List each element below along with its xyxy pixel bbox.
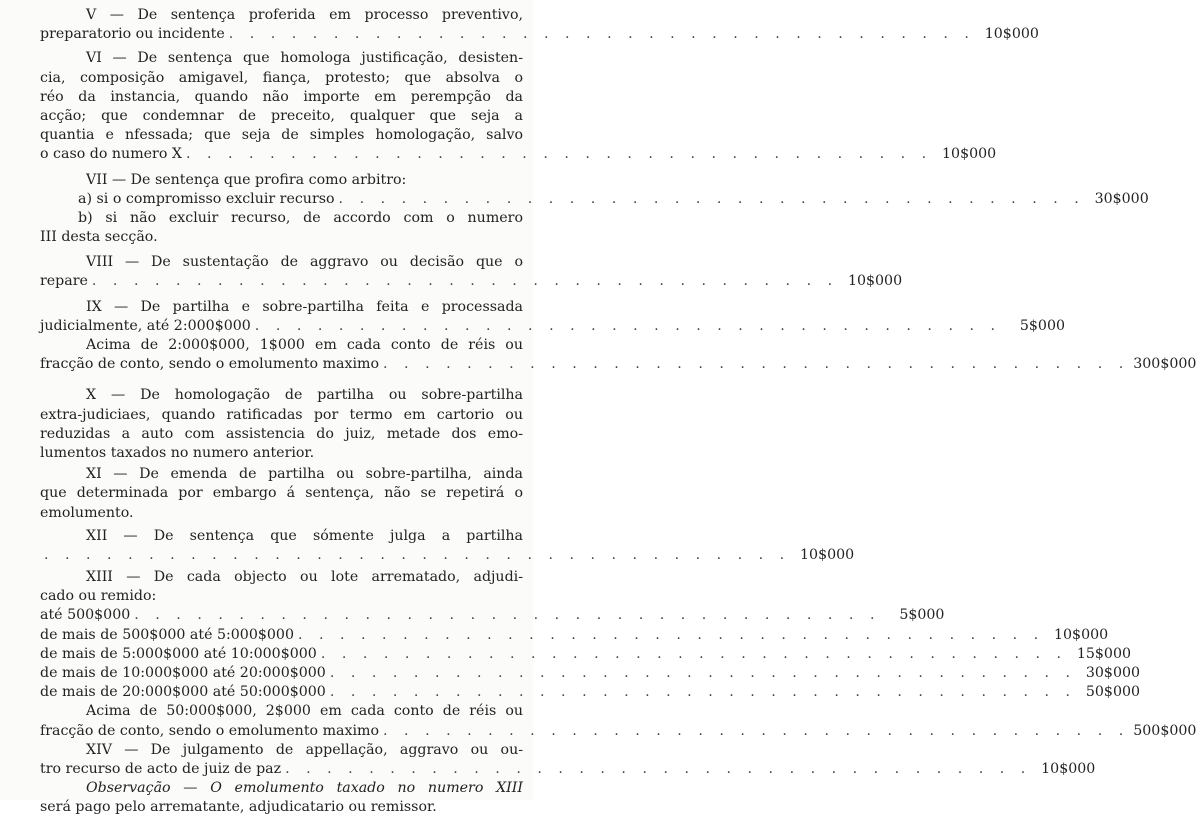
paragraph-xiii xyxy=(40,568,1196,741)
text-line: XIII — De cada objecto ou lote arrematado, adjudi- xyxy=(86,569,523,586)
text-line: V — De sentença proferida em processo preventivo, xyxy=(86,7,523,23)
dot-leader: . . . . . . . . . . . . . . . . . . . . . . . . . . . . . . . . . . . . xyxy=(285,760,1032,777)
line-text: de mais de 10:000$000 até 20:000$000 xyxy=(40,665,326,681)
text-line: reduzidas a auto com assistencia do juiz, metade dos emo- xyxy=(40,425,523,442)
dot-leader: . . . . . . . . . . . . . . . . . . . . . . . . . . . . . . . . . . . . xyxy=(329,665,1077,681)
text-line xyxy=(40,272,903,291)
dot-leader: . . . . . . . . . . . . . . . . . . . . . . . . . . . . . . . . . . . . xyxy=(185,146,933,163)
fee-value: 300$000 xyxy=(1133,356,1196,373)
fee-value: 10$000 xyxy=(942,146,997,163)
paragraph-x xyxy=(40,386,523,463)
paragraph-vi xyxy=(40,49,997,164)
text-line: IX — De partilha e sobre-partilha feita e processada xyxy=(86,298,523,315)
line-text: até 500$000 xyxy=(40,607,131,624)
text-line: extra-judiciaes, quando ratificadas por termo em cartorio ou xyxy=(40,406,523,423)
text-line: réo da instancia, quando não importe em perempção da xyxy=(40,88,523,105)
text-line: que determinada por embargo á sentença, não se repetirá o xyxy=(40,485,523,502)
text-line: XII — De sentença que sómente julga a partilha xyxy=(86,527,523,544)
text-line: b) si não excluir recurso, de accordo com o numero xyxy=(78,209,523,226)
dot-leader: . . . . . . . . . . . . . . . . . . . . . . . . . . . . . . . . . . . . xyxy=(44,546,791,563)
paragraph-vii xyxy=(40,171,1149,248)
text-line: XI — De emenda de partilha ou sobre-partilha, ainda xyxy=(86,466,523,483)
paragraph-xiv xyxy=(40,741,1096,818)
dot-leader: . . . . . . . . . . . . . . . . . . . . . . . . . . . . . . . . . . . . xyxy=(254,317,1001,334)
line-text: judicialmente, até 2:000$000 xyxy=(40,317,251,334)
line-text: o caso do numero X xyxy=(40,146,182,163)
line-text: de mais de 5:000$000 até 10:000$000 xyxy=(40,645,317,662)
text-line: XIV — De julgamento de appellação, aggravo ou ou- xyxy=(86,741,523,758)
text-line: VI — De sentença que homologa justificação, desisten- xyxy=(86,50,523,67)
fee-value: 10$000 xyxy=(1054,626,1109,643)
line-text: repare xyxy=(40,273,88,290)
text-line: emolumento. xyxy=(40,504,134,521)
line-text: de mais de 20:000$000 até 50:000$000 xyxy=(40,684,326,701)
text-line xyxy=(40,683,1141,702)
text-line: VII — De sentença que profira como arbitro: xyxy=(86,171,407,188)
paragraph-spacer xyxy=(40,374,523,386)
dot-leader: . . . . . . . . . . . . . . . . . . . . . . . . . . . . . . . . . . . . xyxy=(134,607,881,624)
dot-leader: . . . . . . . . . . . . . . . . . . . . . . . . . . . . . . . . . . . . xyxy=(228,26,975,43)
fee-value: 5$000 xyxy=(1019,317,1065,334)
text-line: quantia e nfessada; que seja de simples homologação, salvo xyxy=(40,127,523,144)
text-line: lumentos taxados no numero anterior. xyxy=(40,444,315,461)
text-line: cia, composição amigavel, fiança, protesto; que absolva o xyxy=(40,69,523,86)
text-line xyxy=(40,25,1039,44)
fee-value: 10$000 xyxy=(847,273,903,290)
text-line xyxy=(40,145,997,164)
text-line xyxy=(40,355,1196,374)
text-line xyxy=(40,626,1109,645)
line-text: de mais de 500$000 até 5:000$000 xyxy=(40,626,294,643)
text-line xyxy=(40,190,1149,209)
dot-leader: . . . . . . . . . . . . . . . . . . . . . . . . . . . . . . . . . . . . xyxy=(338,190,1085,207)
text-line xyxy=(40,664,1141,683)
fee-value: 10$000 xyxy=(800,546,855,563)
text-line xyxy=(40,606,945,625)
fee-value: 10$000 xyxy=(984,26,1039,43)
text-line: X — De homologação de partilha ou sobre-partilha xyxy=(86,387,523,404)
dot-leader: . . . . . . . . . . . . . . . . . . . . . . . . . . . . . . . . . . . . xyxy=(383,722,1130,739)
text-line xyxy=(40,546,855,565)
text-line xyxy=(40,645,1132,664)
fee-value: 30$000 xyxy=(1094,190,1149,207)
dot-leader: . . . . . . . . . . . . . . . . . . . . . . . . . . . . . . . . . . . . xyxy=(383,356,1130,373)
text-line: acção; que condemnar de preceito, qualquer que seja a xyxy=(40,107,523,124)
paragraph-viii xyxy=(40,253,903,291)
text-line: VIII — De sustentação de aggravo ou decisão que o xyxy=(86,254,523,271)
paragraph-ix xyxy=(40,298,1196,375)
text-line xyxy=(40,722,1196,741)
line-text: fracção de conto, sendo o emolumento maximo xyxy=(40,356,380,373)
dot-leader: . . . . . . . . . . . . . . . . . . . . . . . . . . . . . . . . . . . . xyxy=(320,645,1068,662)
fee-value: 10$000 xyxy=(1041,760,1096,777)
fee-value: 15$000 xyxy=(1076,645,1132,662)
text-line: será pago pelo arrematante, adjudicatario ou remissor. xyxy=(40,799,437,816)
paragraph-v xyxy=(40,6,1039,44)
text-line: Observação — O emolumento taxado no numero XIII xyxy=(86,780,523,797)
text-line: Acima de 2:000$000, 1$000 em cada conto de réis ou xyxy=(86,337,523,353)
line-text: a) si o compromisso excluir recurso xyxy=(78,190,335,207)
text-line: III desta secção. xyxy=(40,229,158,246)
fee-value: 500$000 xyxy=(1133,722,1196,739)
line-text: preparatorio ou incidente xyxy=(40,26,225,43)
text-line: cado ou remido: xyxy=(40,588,157,605)
dot-leader: . . . . . . . . . . . . . . . . . . . . . . . . . . . . . . . . . . . . xyxy=(297,626,1045,643)
text-line xyxy=(40,317,1065,336)
fee-value: 50$000 xyxy=(1085,684,1141,701)
paragraph-xi xyxy=(40,465,523,523)
fee-value: 5$000 xyxy=(899,607,945,624)
fee-value: 30$000 xyxy=(1085,665,1141,681)
line-text: fracção de conto, sendo o emolumento maximo xyxy=(40,722,380,739)
line-text: tro recurso de acto de juiz de paz xyxy=(40,760,282,777)
dot-leader: . . . . . . . . . . . . . . . . . . . . . . . . . . . . . . . . . . . . xyxy=(91,273,839,290)
paragraph-xii xyxy=(40,527,855,565)
dot-leader: . . . . . . . . . . . . . . . . . . . . . . . . . . . . . . . . . . . . xyxy=(329,684,1077,701)
text-line xyxy=(40,760,1096,779)
text-line: Acima de 50:000$000, 2$000 em cada conto de réis ou xyxy=(86,703,523,720)
